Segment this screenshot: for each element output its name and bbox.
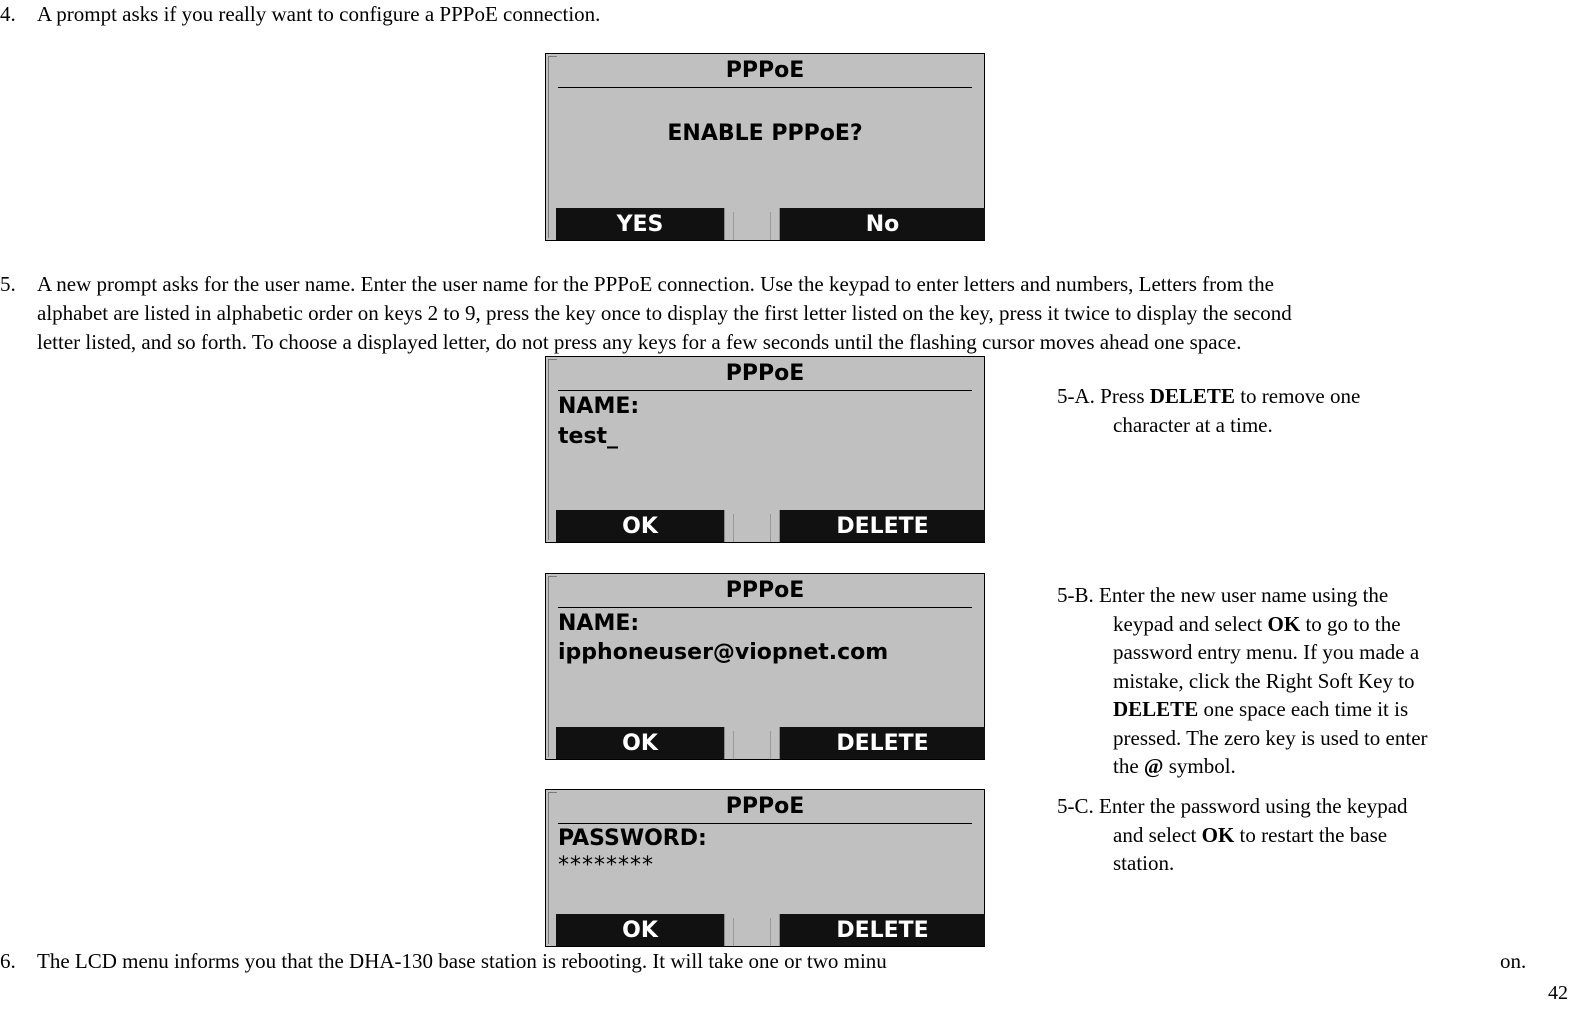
caption-text: 5-C. Enter the password using the keypad	[1057, 794, 1408, 818]
caption-text: to go to the	[1300, 611, 1401, 636]
lcd-field-label: NAME:	[558, 394, 640, 419]
step-text-line: alphabet are listed in alphabetic order on keys 2 to 9, press the key once to display the first letter listed on the key, press it twice to display the second	[37, 301, 1292, 325]
step-number: 4.	[0, 2, 16, 26]
lcd-title: PPPoE	[558, 794, 972, 824]
soft-key-bar	[546, 727, 984, 759]
lcd-title: PPPoE	[558, 58, 972, 88]
lcd-screen-name-full	[545, 573, 985, 760]
caption-text: the	[1113, 754, 1144, 778]
step-text: The LCD menu informs you that the DHA-130 base station is rebooting. It will take one or two minu	[37, 949, 887, 973]
caption-text: mistake, click the Right Soft Key to	[1113, 668, 1415, 693]
caption-text: pressed. The zero key is used to enter	[1113, 725, 1428, 750]
lcd-message: ENABLE PPPoE?	[667, 121, 863, 146]
caption-5b	[1057, 581, 1557, 781]
soft-key-divider	[724, 510, 780, 542]
page-number: 42	[1548, 982, 1568, 1004]
step-6-tail: on.	[1500, 949, 1527, 973]
lcd-field-label: PASSWORD:	[558, 826, 707, 851]
caption-bold: @	[1143, 754, 1164, 778]
caption-text: one space each time it is	[1198, 697, 1409, 721]
caption-text: and select	[1113, 822, 1202, 847]
step-text-line: letter listed, and so forth. To choose a displayed letter, do not press any keys for a few seconds until the flashing cursor moves ahead one space.	[37, 330, 1242, 354]
delete-soft-key[interactable]: DELETE	[780, 510, 985, 542]
caption-text: keypad and select	[1113, 611, 1268, 636]
soft-key-bar	[546, 914, 984, 946]
step-text-line: A new prompt asks for the user name. Enter the user name for the PPPoE connection. Use the keypad to enter letters and numbers, Letters from the	[37, 272, 1274, 296]
step-text: A prompt asks if you really want to configure a PPPoE connection.	[37, 2, 601, 26]
soft-key-divider	[724, 914, 780, 946]
step-number: 5.	[0, 272, 16, 296]
ok-soft-key[interactable]: OK	[556, 510, 724, 542]
delete-soft-key[interactable]: DELETE	[780, 727, 985, 759]
soft-key-divider	[724, 727, 780, 759]
lcd-screen-password	[545, 789, 985, 947]
lcd-field-value: ipphoneuser@viopnet.com	[558, 640, 889, 665]
yes-soft-key[interactable]: YES	[556, 208, 724, 240]
caption-text: 5-A. Press	[1057, 384, 1150, 408]
caption-5a	[1057, 382, 1557, 439]
soft-key-bar	[546, 510, 984, 542]
caption-text: 5-B. Enter the new user name using the	[1057, 583, 1389, 607]
ok-soft-key[interactable]: OK	[556, 727, 724, 759]
caption-text: character at a time.	[1113, 412, 1273, 437]
soft-key-bar	[546, 208, 984, 240]
caption-bold: DELETE	[1149, 384, 1235, 408]
caption-bold: DELETE	[1113, 697, 1199, 721]
caption-bold: OK	[1267, 611, 1301, 636]
lcd-field-label: NAME:	[558, 611, 640, 636]
delete-soft-key[interactable]: DELETE	[780, 914, 985, 946]
caption-text: to restart the base	[1234, 822, 1388, 847]
caption-text: station.	[1113, 851, 1175, 875]
lcd-screen-name-test	[545, 356, 985, 543]
step-5	[0, 270, 1570, 360]
caption-text: to remove one	[1234, 384, 1361, 408]
lcd-title: PPPoE	[558, 578, 972, 608]
caption-text: symbol.	[1163, 754, 1236, 778]
lcd-field-value: test_	[558, 424, 619, 449]
caption-5c	[1057, 792, 1557, 878]
lcd-screen-enable-pppoe	[545, 53, 985, 241]
ok-soft-key[interactable]: OK	[556, 914, 724, 946]
soft-key-divider	[724, 208, 780, 240]
caption-text: password entry menu. If you made a	[1113, 640, 1420, 664]
caption-bold: OK	[1201, 822, 1235, 847]
no-soft-key[interactable]: No	[780, 208, 985, 240]
lcd-title: PPPoE	[558, 361, 972, 391]
step-number: 6.	[0, 949, 16, 973]
step-6	[0, 947, 1045, 977]
lcd-password-value: ********	[558, 853, 654, 878]
